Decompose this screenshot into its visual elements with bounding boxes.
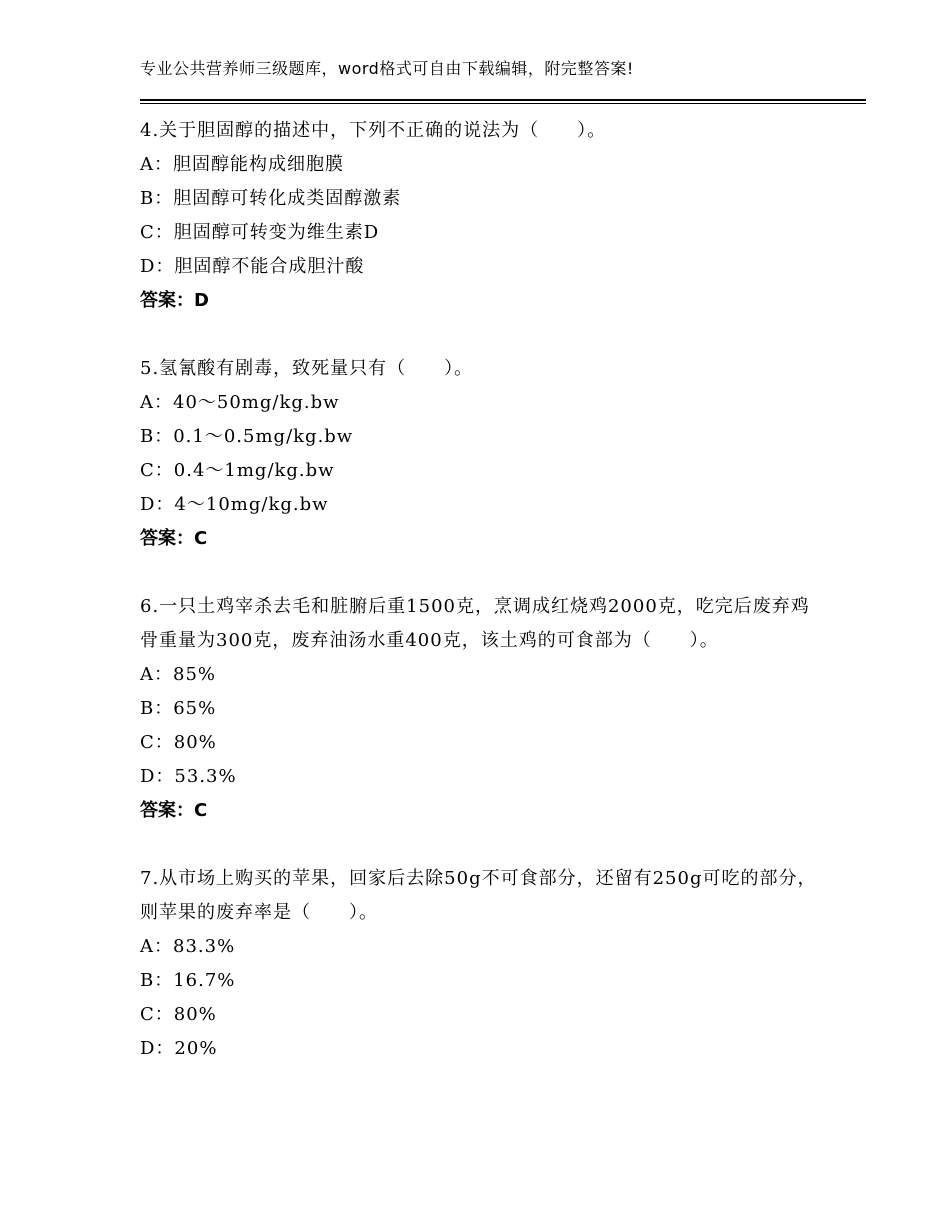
option-b: B：16.7%	[140, 970, 236, 991]
answer: 答案：C	[140, 528, 208, 549]
header-rule-thin	[140, 103, 866, 104]
header-rule-thick	[140, 99, 866, 101]
answer: 答案：C	[140, 800, 208, 821]
question-7	[140, 862, 820, 1066]
question-5	[140, 352, 820, 556]
option-c: C：80%	[140, 732, 217, 753]
question-6	[140, 590, 820, 828]
question-text: 6.一只土鸡宰杀去毛和脏腑后重1500克，烹调成红烧鸡2000克，吃完后废弃鸡骨重量为300克，废弃油汤水重400克，该土鸡的可食部为（ ）。	[140, 596, 810, 651]
question-text: 7.从市场上购买的苹果，回家后去除50g不可食部分，还留有250g可吃的部分，则苹果的废弃率是（ ）。	[140, 868, 817, 923]
option-c: C：80%	[140, 1004, 217, 1025]
option-c: C：0.4～1mg/kg.bw	[140, 460, 335, 481]
option-d: D：20%	[140, 1038, 218, 1059]
option-b: B：胆固醇可转化成类固醇激素	[140, 188, 402, 209]
page-header: 专业公共营养师三级题库，word格式可自由下载编辑，附完整答案!	[140, 59, 634, 78]
question-text: 4.关于胆固醇的描述中，下列不正确的说法为（ ）。	[140, 120, 607, 141]
question-text: 5.氢氰酸有剧毒，致死量只有（ ）。	[140, 358, 474, 379]
option-a: A：40～50mg/kg.bw	[140, 392, 340, 413]
option-a: A：85%	[140, 664, 217, 685]
option-b: B：65%	[140, 698, 217, 719]
answer: 答案：D	[140, 290, 209, 311]
option-d: D：胆固醇不能合成胆汁酸	[140, 256, 365, 277]
question-4	[140, 114, 820, 318]
option-d: D：53.3%	[140, 766, 237, 787]
option-b: B：0.1～0.5mg/kg.bw	[140, 426, 354, 447]
option-d: D：4～10mg/kg.bw	[140, 494, 329, 515]
option-a: A：83.3%	[140, 936, 236, 957]
question-list	[140, 114, 820, 1100]
option-a: A：胆固醇能构成细胞膜	[140, 154, 344, 175]
option-c: C：胆固醇可转变为维生素D	[140, 222, 380, 243]
